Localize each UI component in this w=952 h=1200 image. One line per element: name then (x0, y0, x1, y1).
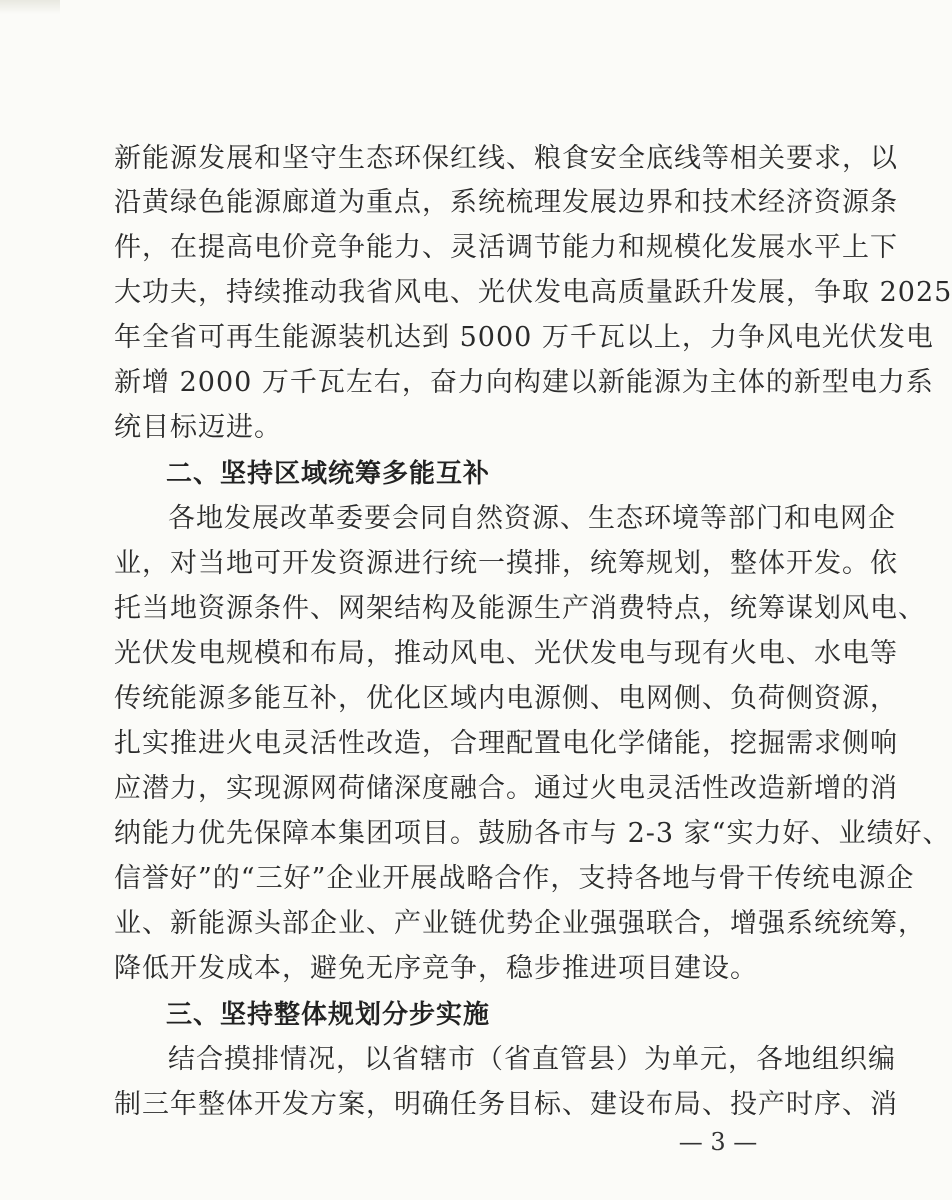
text-line: 统目标迈进。 (114, 412, 282, 443)
text-line: 沿黄绿色能源廊道为重点，系统梳理发展边界和技术经济资源条 (114, 187, 898, 218)
text-line: 信誉好”的“三好”企业开展战略合作，支持各地与骨干传统电源企 (114, 863, 915, 894)
text-line: 纳能力优先保障本集团项目。鼓励各市与 2-3 家“实力好、业绩好、 (114, 818, 951, 849)
text-line: 件，在提高电价竞争能力、灵活调节能力和规模化发展水平上下 (114, 232, 898, 263)
text-line: 传统能源多能互补，优化区域内电源侧、电网侧、负荷侧资源， (114, 683, 898, 714)
section-heading: 三、坚持整体规划分步实施 (166, 1000, 491, 1030)
text-line: 光伏发电规模和布局，推动风电、光伏发电与现有火电、水电等 (114, 638, 898, 669)
text-line: 新能源发展和坚守生态环保红线、粮食安全底线等相关要求，以 (114, 143, 898, 174)
text-line: 结合摸排情况，以省辖市（省直管县）为单元，各地组织编 (168, 1044, 896, 1075)
section-heading: 二、坚持区域统筹多能互补 (166, 459, 491, 489)
text-line: 年全省可再生能源装机达到 5000 万千瓦以上，力争风电光伏发电 (114, 322, 934, 353)
text-line: 业，对当地可开发资源进行统一摸排，统筹规划，整体开发。依 (114, 548, 898, 579)
text-line: 新增 2000 万千瓦左右，奋力向构建以新能源为主体的新型电力系 (114, 367, 934, 398)
text-line: 托当地资源条件、网架结构及能源生产消费特点，统筹谋划风电、 (114, 593, 926, 624)
text-line: 业、新能源头部企业、产业链优势企业强强联合，增强系统统筹， (114, 908, 926, 939)
text-line: 制三年整体开发方案，明确任务目标、建设布局、投产时序、消 (114, 1089, 898, 1120)
text-line: 大功夫，持续推动我省风电、光伏发电高质量跃升发展，争取 2025 (114, 277, 952, 308)
scan-edge-mark (0, 0, 60, 14)
text-line: 各地发展改革委要会同自然资源、生态环境等部门和电网企 (168, 503, 896, 534)
text-line: 降低开发成本，避免无序竞争，稳步推进项目建设。 (114, 953, 758, 984)
page-number: — 3 — (678, 1128, 758, 1156)
text-line: 应潜力，实现源网荷储深度融合。通过火电灵活性改造新增的消 (114, 773, 898, 804)
text-line: 扎实推进火电灵活性改造，合理配置电化学储能，挖掘需求侧响 (114, 728, 898, 759)
